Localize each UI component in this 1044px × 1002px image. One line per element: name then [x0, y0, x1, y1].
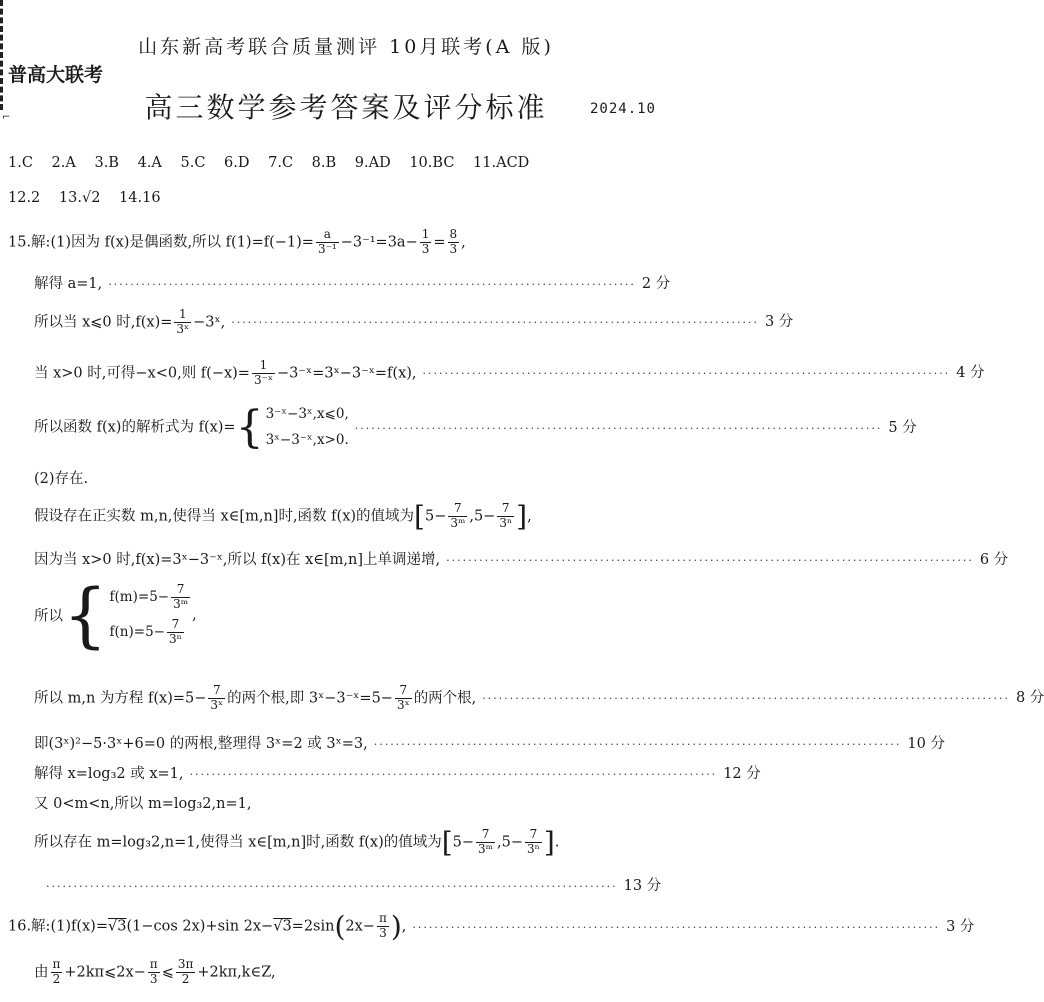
range-part: ,5−: [497, 834, 524, 851]
denominator: 3ˣ: [176, 321, 190, 336]
q15-l5-text: [34, 402, 349, 453]
q15-l7-a: 假设存在正实数 m,n,使得当 x∈[m,n]时,函数 f(x)的值域为: [34, 508, 415, 525]
numerator: 7: [171, 583, 190, 598]
right-bracket: ]: [516, 500, 528, 533]
score-points: 8 分: [1015, 690, 1044, 707]
punct: ,: [192, 607, 197, 624]
q16-line-2: [34, 958, 694, 987]
numerator: π: [378, 911, 387, 926]
q16-l1-b: (1−cos 2x)+sin 2x−: [126, 918, 274, 935]
fraction: [171, 583, 190, 612]
fraction: [167, 618, 184, 647]
score-points: 3 分: [946, 918, 975, 935]
denominator: 2: [52, 971, 61, 986]
q16-l2-e: +2kπ,k∈Z,: [197, 964, 276, 981]
denominator: 3: [149, 971, 158, 986]
answer-6: 6.D: [224, 155, 250, 171]
numerator: 7: [525, 828, 542, 843]
case-1: 3⁻ˣ−3ˣ,x⩽0,: [265, 406, 349, 422]
q15-l10-text: [34, 684, 476, 713]
q15-l12-text: 解得 x=log₃2 或 x=1,: [34, 766, 184, 782]
case-text: f(m)=5−: [109, 589, 170, 605]
answer-11: 11.ACD: [473, 155, 530, 171]
fraction: [51, 958, 63, 987]
q15-line-12: [34, 762, 761, 783]
leader-dots: ································································································: [373, 738, 902, 751]
numerator: 7: [167, 618, 184, 633]
right-paren: ): [390, 910, 402, 943]
q15-l3-b: −3ˣ,: [193, 314, 226, 331]
q15-line-4: [34, 358, 985, 388]
fraction: [497, 502, 514, 531]
q15-l9-a: 所以: [34, 608, 63, 625]
answer-4: 4.A: [137, 155, 162, 171]
numerator: 1: [252, 359, 275, 374]
q16-l2-c: ⩽: [161, 964, 174, 981]
q15-line-9: [34, 574, 694, 657]
sqrt-3: √3: [273, 918, 292, 935]
denominator: 3ᵐ: [450, 516, 466, 530]
left-bracket: [: [414, 500, 425, 533]
answer-8: 8.B: [311, 155, 337, 171]
denominator: 3: [449, 241, 458, 256]
score-points: 12 分: [723, 766, 761, 782]
system-cases: [110, 580, 193, 650]
punct: .: [554, 834, 560, 851]
denominator: 3: [379, 926, 387, 940]
q15-line-11: [34, 732, 945, 753]
numerator: 3π: [177, 957, 194, 971]
sqrt-3: √3: [108, 918, 127, 935]
numerator: 1: [174, 308, 191, 323]
answer-5: 5.C: [180, 155, 206, 171]
numerator: a: [316, 228, 339, 243]
q15-line-14: [34, 826, 694, 859]
q15-line-1: [8, 228, 668, 257]
q15-line-8: [34, 548, 1009, 569]
denominator: 3ⁿ: [527, 842, 540, 856]
leader-dots: ································································································: [412, 920, 941, 934]
denominator: 2: [181, 971, 190, 986]
numerator: 7: [476, 828, 495, 843]
leader-dots: ································································································: [446, 554, 974, 567]
q15-l11-text: 即(3ˣ)²−5·3ˣ+6=0 的两根,整理得 3ˣ=2 或 3ˣ=3,: [34, 736, 368, 752]
numerator: 7: [208, 684, 225, 699]
denominator: 3ⁿ: [168, 632, 182, 647]
answer-9: 9.AD: [354, 155, 391, 171]
leader-dots: ········································································································: [46, 880, 618, 893]
answer-13: 13.√2: [58, 190, 101, 206]
q15-line-13: 又 0<m<n,所以 m=log₃2,n=1,: [34, 796, 252, 812]
leader-dots: ································································································: [108, 278, 636, 291]
range-part: 5−: [452, 834, 475, 851]
answer-12: 12.2: [8, 190, 41, 206]
denominator: 3: [421, 241, 430, 256]
q15-l5-a: 所以函数 f(x)的解析式为 f(x)=: [34, 419, 236, 436]
punct: ,: [461, 234, 466, 251]
answer-14: 14.16: [119, 190, 161, 206]
punct: ,: [527, 508, 532, 525]
score-points: 6 分: [979, 552, 1009, 568]
q15-line-3: [34, 307, 794, 337]
left-brace: {: [235, 401, 264, 453]
case-2: 3ˣ−3⁻ˣ,x>0.: [265, 431, 349, 448]
numerator: π: [52, 957, 61, 971]
denominator: 3⁻¹: [317, 241, 337, 256]
piecewise-cases: [266, 402, 349, 453]
numerator: π: [149, 957, 158, 971]
q15-l1-text: 15.解:(1)因为 f(x)是偶函数,所以 f(1)=f(−1)=: [8, 234, 314, 251]
edge-tick: ⌐: [2, 112, 11, 123]
leader-dots: ································································································: [231, 316, 759, 330]
answer-row-1: [8, 155, 668, 171]
page-title: 高三数学参考答案及评分标准: [144, 91, 548, 124]
fraction: [316, 228, 339, 257]
fraction: [476, 828, 495, 857]
right-bracket: ]: [543, 826, 555, 859]
numerator: 8: [449, 227, 458, 241]
leader-dots: ································································································: [422, 367, 951, 381]
q15-line-15: [46, 874, 662, 895]
q16-l2-b: +2kπ⩽2x−: [64, 964, 146, 981]
q16-l2-a: 由: [34, 964, 49, 981]
denominator: 3ᵐ: [478, 842, 494, 856]
fraction: [176, 958, 196, 987]
left-bracket: [: [441, 826, 453, 859]
answer-10: 10.BC: [409, 155, 455, 171]
denominator: 3ˣ: [210, 697, 224, 712]
fraction: [395, 684, 412, 713]
q16-l1-d: 2x−: [345, 918, 375, 935]
punct: ,: [401, 918, 407, 935]
q15-line-6: (2)存在.: [34, 471, 89, 487]
q16-line-1: [8, 910, 975, 943]
q15-l10-a: 所以 m,n 为方程 f(x)=5−: [34, 690, 207, 707]
q15-l14-a: 所以存在 m=log₃2,n=1,使得当 x∈[m,n]时,函数 f(x)的值域为: [34, 834, 442, 851]
fraction: [252, 359, 275, 388]
denominator: 3⁻ˣ: [253, 372, 274, 387]
leader-dots: ································································································: [354, 421, 883, 435]
q15-line-5: [34, 401, 917, 453]
fraction: [525, 828, 542, 857]
q15-l2-text: 解得 a=1,: [34, 276, 103, 292]
q15-line-2: [34, 272, 671, 293]
q15-l3-text: [34, 308, 225, 337]
denominator: 3ⁿ: [499, 516, 513, 530]
leader-dots: ································································································: [189, 768, 718, 781]
left-paren: (: [334, 910, 346, 943]
leader-dots: ································································································: [482, 692, 1010, 706]
q16-l1-c: =2sin: [291, 918, 335, 935]
score-points: 5 分: [888, 419, 917, 436]
case-1: [110, 580, 193, 615]
q16-l1-a: 16.解:(1)f(x)=: [8, 918, 108, 935]
answer-7: 7.C: [268, 155, 294, 171]
q15-l8-text: 因为当 x>0 时,f(x)=3ˣ−3⁻ˣ,所以 f(x)在 x∈[m,n]上单调递增,: [34, 552, 441, 568]
answer-row-2: [8, 190, 668, 206]
equals: =: [433, 234, 446, 251]
case-2: [110, 615, 193, 650]
case-text: f(n)=5−: [109, 624, 165, 641]
numerator: 7: [497, 502, 514, 517]
q16-l1-text: [8, 910, 406, 943]
q15-l4-a: 当 x>0 时,可得−x<0,则 f(−x)=: [34, 365, 250, 382]
range-part: ,5−: [469, 508, 496, 525]
fraction: [174, 308, 191, 337]
answer-2: 2.A: [51, 155, 76, 171]
q15-l4-text: [34, 359, 417, 388]
q15-l4-b: −3⁻ˣ=3ˣ−3⁻ˣ=f(x),: [277, 365, 417, 382]
fraction: [420, 228, 432, 257]
numerator: 7: [448, 502, 467, 517]
q15-l3-a: 所以当 x⩽0 时,f(x)=: [34, 314, 173, 331]
q15-line-10: [34, 683, 1044, 713]
fraction: [377, 912, 389, 941]
q15-l1-mid: −3⁻¹=3a−: [340, 234, 418, 251]
numerator: 7: [395, 684, 412, 699]
range-part: 5−: [424, 508, 447, 525]
fraction: [148, 958, 160, 987]
score-points: 4 分: [956, 365, 985, 382]
denominator: 3ᵐ: [173, 597, 189, 611]
fraction: [208, 684, 225, 713]
numerator: 1: [421, 227, 430, 241]
answer-3: 3.B: [94, 155, 119, 171]
score-points: 2 分: [641, 276, 671, 292]
exam-name: 山东新高考联合质量测评 10月联考(A 版): [138, 36, 554, 58]
score-points: 3 分: [764, 314, 794, 331]
fraction: [448, 228, 460, 257]
answer-1: 1.C: [8, 155, 33, 171]
score-points: 10 分: [907, 736, 945, 752]
q15-l10-b: 的两个根,即 3ˣ−3⁻ˣ=5−: [227, 690, 393, 707]
exam-date: 2024.10: [589, 101, 656, 117]
q15-line-7: [34, 500, 694, 533]
brand-label: 普高大联考: [8, 64, 104, 86]
denominator: 3ˣ: [396, 697, 410, 712]
score-points: 13 分: [623, 878, 662, 894]
q15-l10-c: 的两个根,: [413, 690, 477, 707]
left-brace: {: [63, 574, 108, 657]
fraction: [448, 502, 467, 531]
